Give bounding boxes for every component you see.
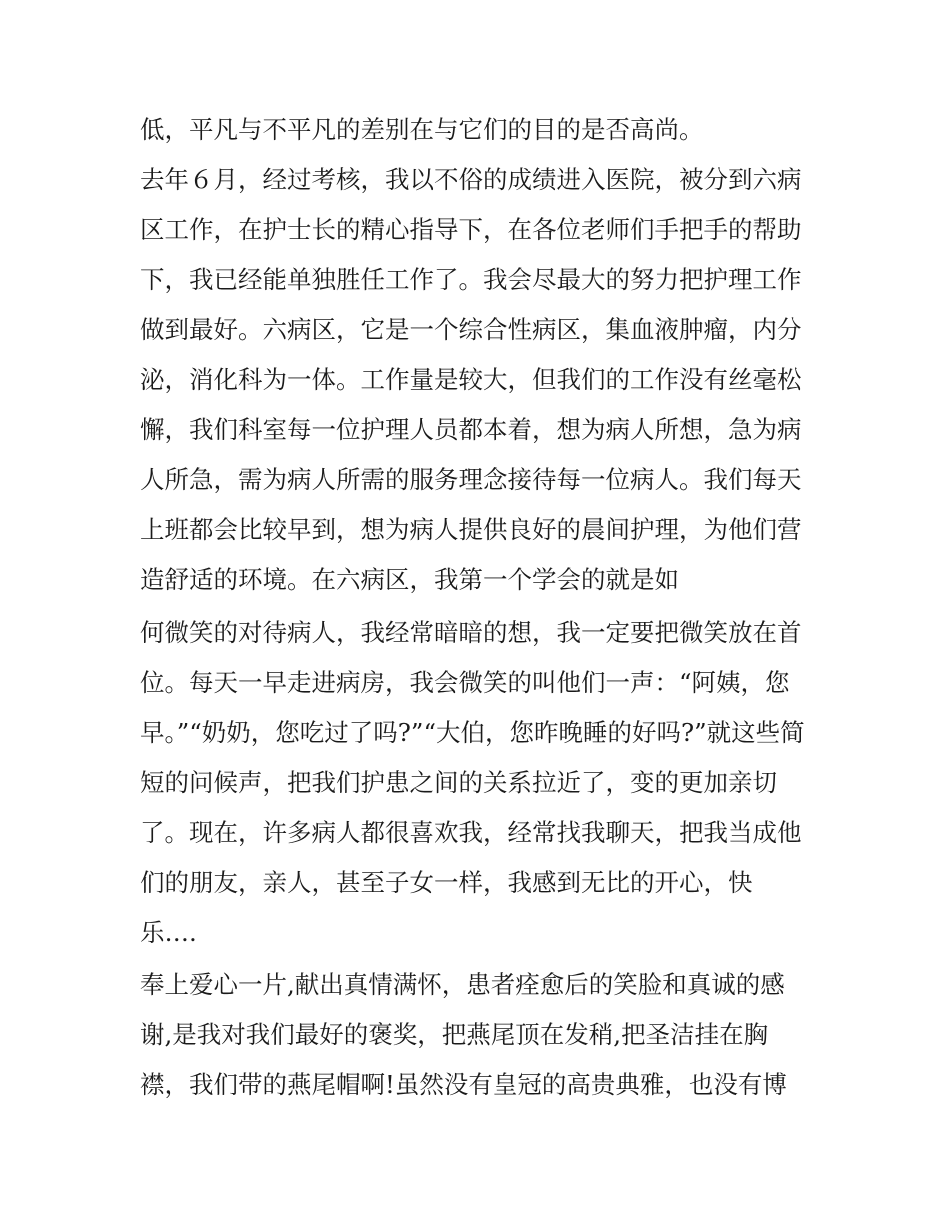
text-line: 乐….	[140, 918, 197, 947]
text-line: 短的问候声，把我们护患之间的关系拉近了，变的更加亲切	[140, 768, 777, 797]
text-line: 了。现在，许多病人都很喜欢我，经常找我聊天，把我当成他	[140, 818, 802, 847]
text-line: 低，平凡与不平凡的差别在与它们的目的是否高尚。	[140, 115, 704, 144]
text-line: 奉上爱心一片,献出真情满怀，患者痊愈后的笑脸和真诚的感	[140, 970, 785, 999]
text-line: 懈，我们科室每一位护理人员都本着，想为病人所想，急为病	[140, 415, 802, 444]
text-line: 襟，我们带的燕尾帽啊!虽然没有皇冠的高贵典雅，也没有博	[140, 1070, 787, 1099]
text-line: 人所急，需为病人所需的服务理念接待每一位病人。我们每天	[140, 465, 802, 494]
text-line: 做到最好。六病区，它是一个综合性病区，集血液肿瘤，内分	[140, 315, 802, 344]
text-line: 区工作，在护士长的精心指导下，在各位老师们手把手的帮助	[140, 215, 802, 244]
text-line: 上班都会比较早到，想为病人提供良好的晨间护理，为他们营	[140, 515, 802, 544]
text-line: 下，我已经能单独胜任工作了。我会尽最大的努力把护理工作	[140, 265, 802, 294]
text-line: 早。”“奶奶，您吃过了吗?”“大伯，您昨晚睡的好吗?”就这些简	[140, 718, 805, 747]
text-line: 泌，消化科为一体。工作量是较大，但我们的工作没有丝毫松	[140, 365, 802, 394]
text-line: 谢,是我对我们最好的褒奖，把燕尾顶在发稍,把圣洁挂在胸	[140, 1020, 769, 1049]
text-line: 造舒适的环境。在六病区，我第一个学会的就是如	[140, 565, 679, 594]
text-line: 位。每天一早走进病房，我会微笑的叫他们一声：“阿姨，您	[140, 668, 790, 697]
text-line: 们的朋友，亲人，甚至子女一样，我感到无比的开心，快	[140, 868, 753, 897]
text-line: 何微笑的对待病人，我经常暗暗的想，我一定要把微笑放在首	[140, 618, 802, 647]
text-line: 去年６月，经过考核，我以不俗的成绩进入医院，被分到六病	[140, 165, 802, 194]
